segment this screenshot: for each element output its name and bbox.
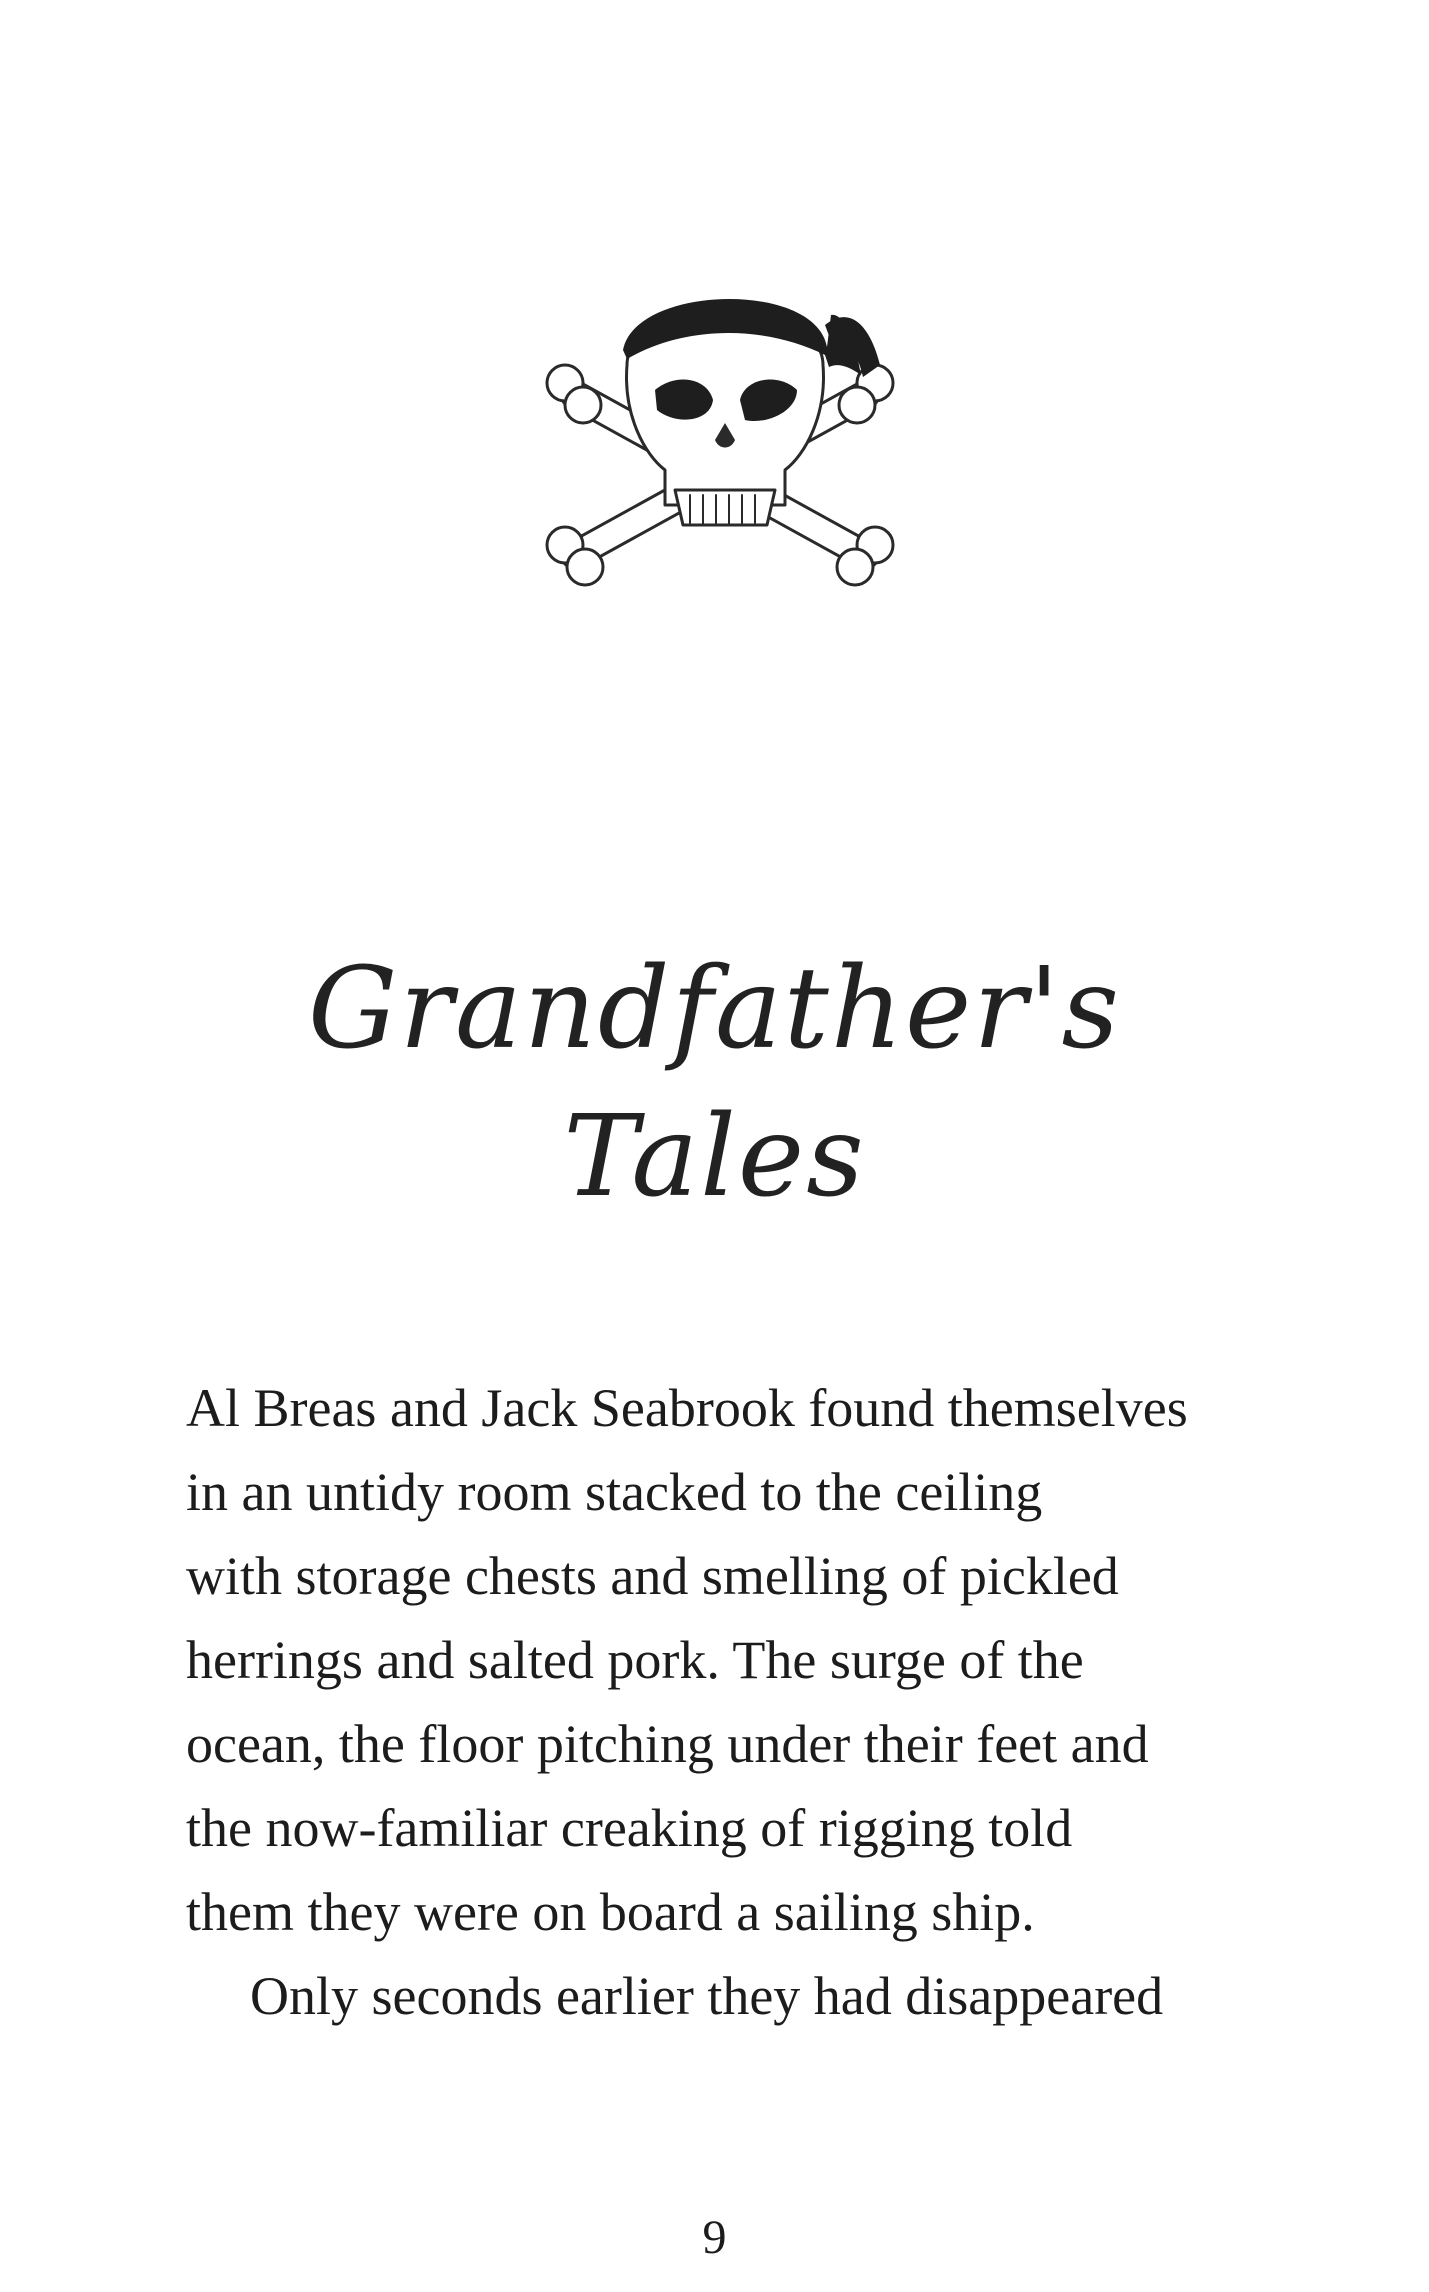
body-line: them they were on board a sailing ship. bbox=[186, 1882, 1035, 1942]
body-line: with storage chests and smelling of pickled bbox=[186, 1546, 1119, 1606]
body-paragraphs bbox=[186, 1366, 1306, 2038]
chapter-title-line1: Grandfather's bbox=[307, 944, 1122, 1075]
skull-and-crossbones-bandana-icon bbox=[535, 255, 915, 615]
chapter-title-line2: Tales bbox=[563, 1092, 866, 1223]
body-line: in an untidy room stacked to the ceiling bbox=[186, 1462, 1043, 1522]
body-line: ocean, the floor pitching under their feet and bbox=[186, 1714, 1149, 1774]
body-line: herrings and salted pork. The surge of the bbox=[186, 1630, 1084, 1690]
body-line: Al Breas and Jack Seabrook found themselves bbox=[186, 1378, 1188, 1438]
chapter-title bbox=[0, 935, 1429, 1231]
page-number: 9 bbox=[702, 2211, 727, 2264]
body-line: the now-familiar creaking of rigging told bbox=[186, 1798, 1073, 1858]
body-line-indented: Only seconds earlier they had disappeared bbox=[250, 1966, 1164, 2026]
